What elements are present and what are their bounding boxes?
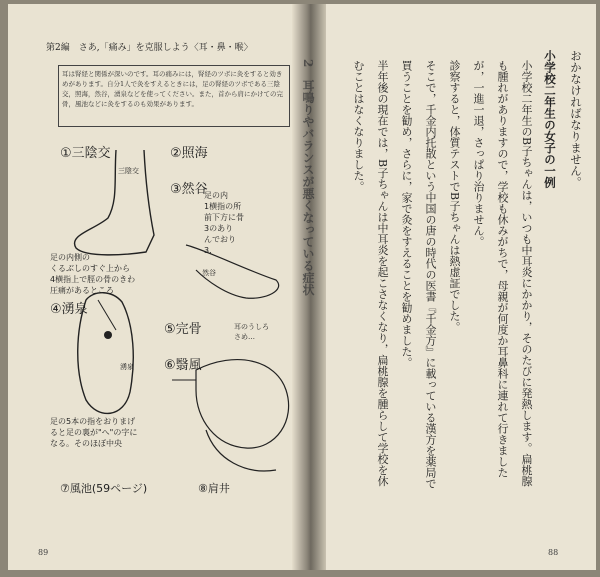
point-label-rangu: ③然谷 (170, 182, 208, 197)
point-label-sanyinjiao: ①三陰交 (60, 146, 111, 161)
point-label-yongquan: ④湧泉 (50, 302, 88, 317)
point-label-fengchi: ⑦風池(59ページ) (60, 482, 148, 495)
point-label-wangu: ⑤完骨 (164, 322, 202, 337)
info-box: 耳は腎経と関係が深いのです。耳の痛みには，腎経のツボに灸をすると効きめがあります。自分1人で灸をすえるときには，足の腎経のツボである三陰交，照海，然谷，湧泉などを使ってください。また，首から肩にかけての完骨，風池などに灸をするのも効果があります。 (58, 65, 290, 127)
text-column-6: そこで，千金内托散という中国の唐の時代の医書『千金方』に載っている漢方を薬局で (424, 60, 437, 489)
point-note-leg: 足の内側の くるぶしのすぐ上から 4横指上で脛の骨のきわ 圧痛があるところ (50, 253, 136, 295)
text-column-2: 小学校二年生のB子ちゃんは，いつも中耳炎にかかり，そのたびに発熱します。扁桃腺 (520, 60, 533, 487)
text-column-3: も腫れがありますので，学校も休みがちで，母親が何度か耳鼻科に連れて行きました (496, 60, 509, 478)
page-number-right: 88 (548, 548, 559, 557)
point-note-wangu: 耳のうしろ さめ… (234, 323, 269, 341)
text-column-7: 買うことを勧め，さらに，家で灸をすえることを勧めました。 (400, 60, 413, 368)
acupoint-illustration (46, 130, 294, 502)
point-label-jianjing: ⑧肩井 (198, 482, 230, 495)
gutter-heading: 2 耳鳴りやバランスが悪くなっている症状 (301, 59, 315, 296)
section-heading: 小学校二年生の女子の一例 (543, 50, 557, 188)
page-header: 第2編 さあ,「痛み」を克服しよう〈耳・鼻・喉〉 (46, 43, 253, 53)
book-gutter (292, 4, 326, 570)
text-column-4: が，一進一退，さっぱり治りません。 (472, 60, 485, 247)
text-column-9: むことはなくなりました。 (352, 60, 365, 192)
point-note-right: 足の内 1横指の所 前下方に骨 3のあり んでおり 3. (204, 191, 244, 255)
small-label-yongquan: 湧泉 (120, 363, 134, 371)
point-label-yifeng: ⑥翳風 (164, 358, 202, 373)
text-column-5: 診察すると，体質テストでB子ちゃんは熱虚証でした。 (448, 60, 461, 333)
point-label-zhaohai: ②照海 (170, 146, 208, 161)
text-column-1: おかなければなりません。 (569, 50, 583, 188)
small-label-rangu: 然谷 (202, 269, 216, 277)
small-label-sanyinjiao: 三陰交 (118, 167, 139, 175)
point-note-foot: 足の5本の指をおりまげ ると足の裏が"へ"の字に なる。そのほぼ中央 (50, 417, 138, 448)
page-number-left: 89 (38, 548, 49, 557)
text-column-8: 半年後の現在では，B子ちゃんは中耳炎を起こさなくなり，扁桃腺を腫らして学校を休 (376, 60, 389, 487)
